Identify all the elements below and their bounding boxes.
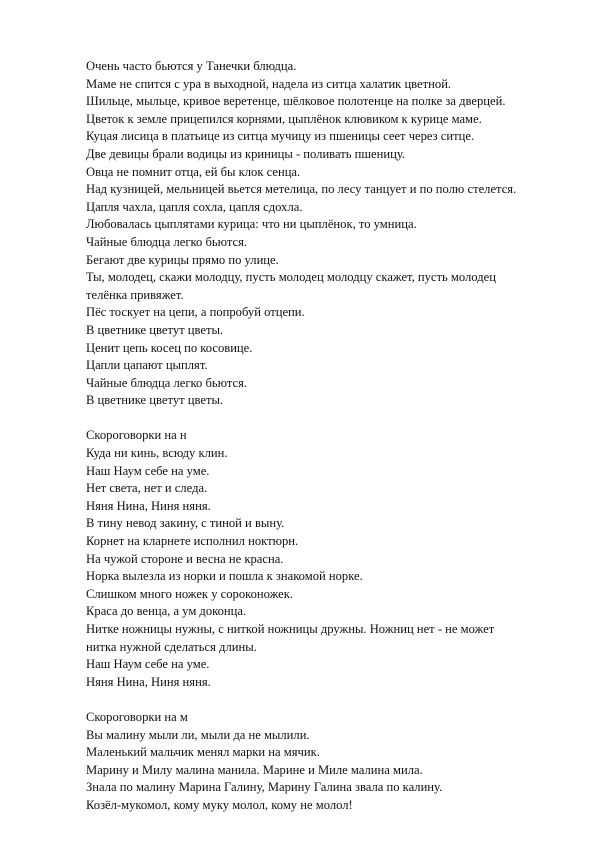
text-line: Над кузницей, мельницей вьется метелица, по лесу танцует и по полю стелется. [86,182,517,197]
text-line: Знала по малину Марина Галину, Марину Галина звала по калину. [86,780,443,795]
text-line: телёнка привяжет. [86,287,184,302]
text-line: Норка вылезла из норки и пошла к знакомой норке. [86,569,363,584]
text-line: Маленький мальчик менял марки на мячик. [86,745,320,760]
text-line: Цапля чахла, цапля сохла, цапля сдохла. [86,199,303,214]
text-line: Козёл-мукомол, кому муку молол, кому не молол! [86,797,353,812]
text-line: В цветнике цветут цветы. [86,322,224,337]
text-line: Очень часто бьются у Танечки блюдца. [86,59,297,73]
text-line: Чайные блюдца легко бьются. [86,234,248,249]
text-line: В цветнике цветут цветы. [86,393,224,408]
text-line: В тину невод закину, с тиной и выну. [86,516,285,531]
text-line: Слишком много ножек у сороконожек. [86,586,294,601]
text-line: Ты, молодец, скажи молодцу, пусть молодец молодцу скажет, пусть молодец [86,270,496,285]
text-line: Две девицы брали водицы из криницы - поливать пшеницу. [86,146,406,161]
text-line: Наш Наум себе на уме. [86,657,210,672]
document-body [86,58,566,815]
paragraph-spacer [86,410,566,428]
section-ts-tongue-twisters [86,58,566,410]
section-heading: Скороговорки на н [86,428,187,443]
text-line: Цапли цапают цыплят. [86,358,208,373]
text-line: Корнет на кларнете исполнил ноктюрн. [86,534,299,549]
text-line: Куцая лисица в платьице из ситца мучицу из пшеницы сеет через ситце. [86,129,475,144]
text-line: Бегают две курицы прямо по улице. [86,252,279,267]
text-line: Краса до венца, а ум доконца. [86,604,247,619]
text-line: Нет света, нет и следа. [86,481,208,496]
text-line: Ценит цепь косец по косовице. [86,340,253,355]
text-line: На чужой стороне и весна не красна. [86,551,284,566]
text-line: Маме не спится с ура в выходной, надела из ситца халатик цветной. [86,76,452,91]
text-line: Куда ни кинь, всюду клин. [86,446,228,461]
section-n-tongue-twisters [86,427,566,691]
text-line: Вы малину мыли ли, мыли да не мылили. [86,727,310,742]
text-line: Шильце, мыльце, кривое веретенце, шёлковое полотенце на полке за дверцей. [86,94,506,109]
text-line: Нитке ножницы нужны, с ниткой ножницы дружны. Ножниц нет - не может [86,622,495,636]
text-line: Няня Нина, Ниня няня. [86,674,211,689]
text-line: Наш Наум себе на уме. [86,463,210,478]
text-line: Няня Нина, Ниня няня. [86,498,211,513]
section-m-tongue-twisters [86,709,566,815]
text-line: Чайные блюдца легко бьются. [86,375,248,390]
text-line: Цветок к земле прицепился корнями, цыплёнок клювиком к курице маме. [86,111,482,126]
text-line: Любовалась цыплятами курица: что ни цыплёнок, то умница. [86,217,417,232]
text-line: Марину и Милу малина манила. Марине и Миле малина мила. [86,762,423,777]
text-line: нитка нужной сделаться длины. [86,639,257,654]
section-heading: Скороговорки на м [86,709,188,724]
paragraph-spacer [86,691,566,709]
text-line: Овца не помнит отца, ей бы клок сенца. [86,164,301,179]
text-line: Пёс тоскует на цепи, а попробуй отцепи. [86,305,305,320]
